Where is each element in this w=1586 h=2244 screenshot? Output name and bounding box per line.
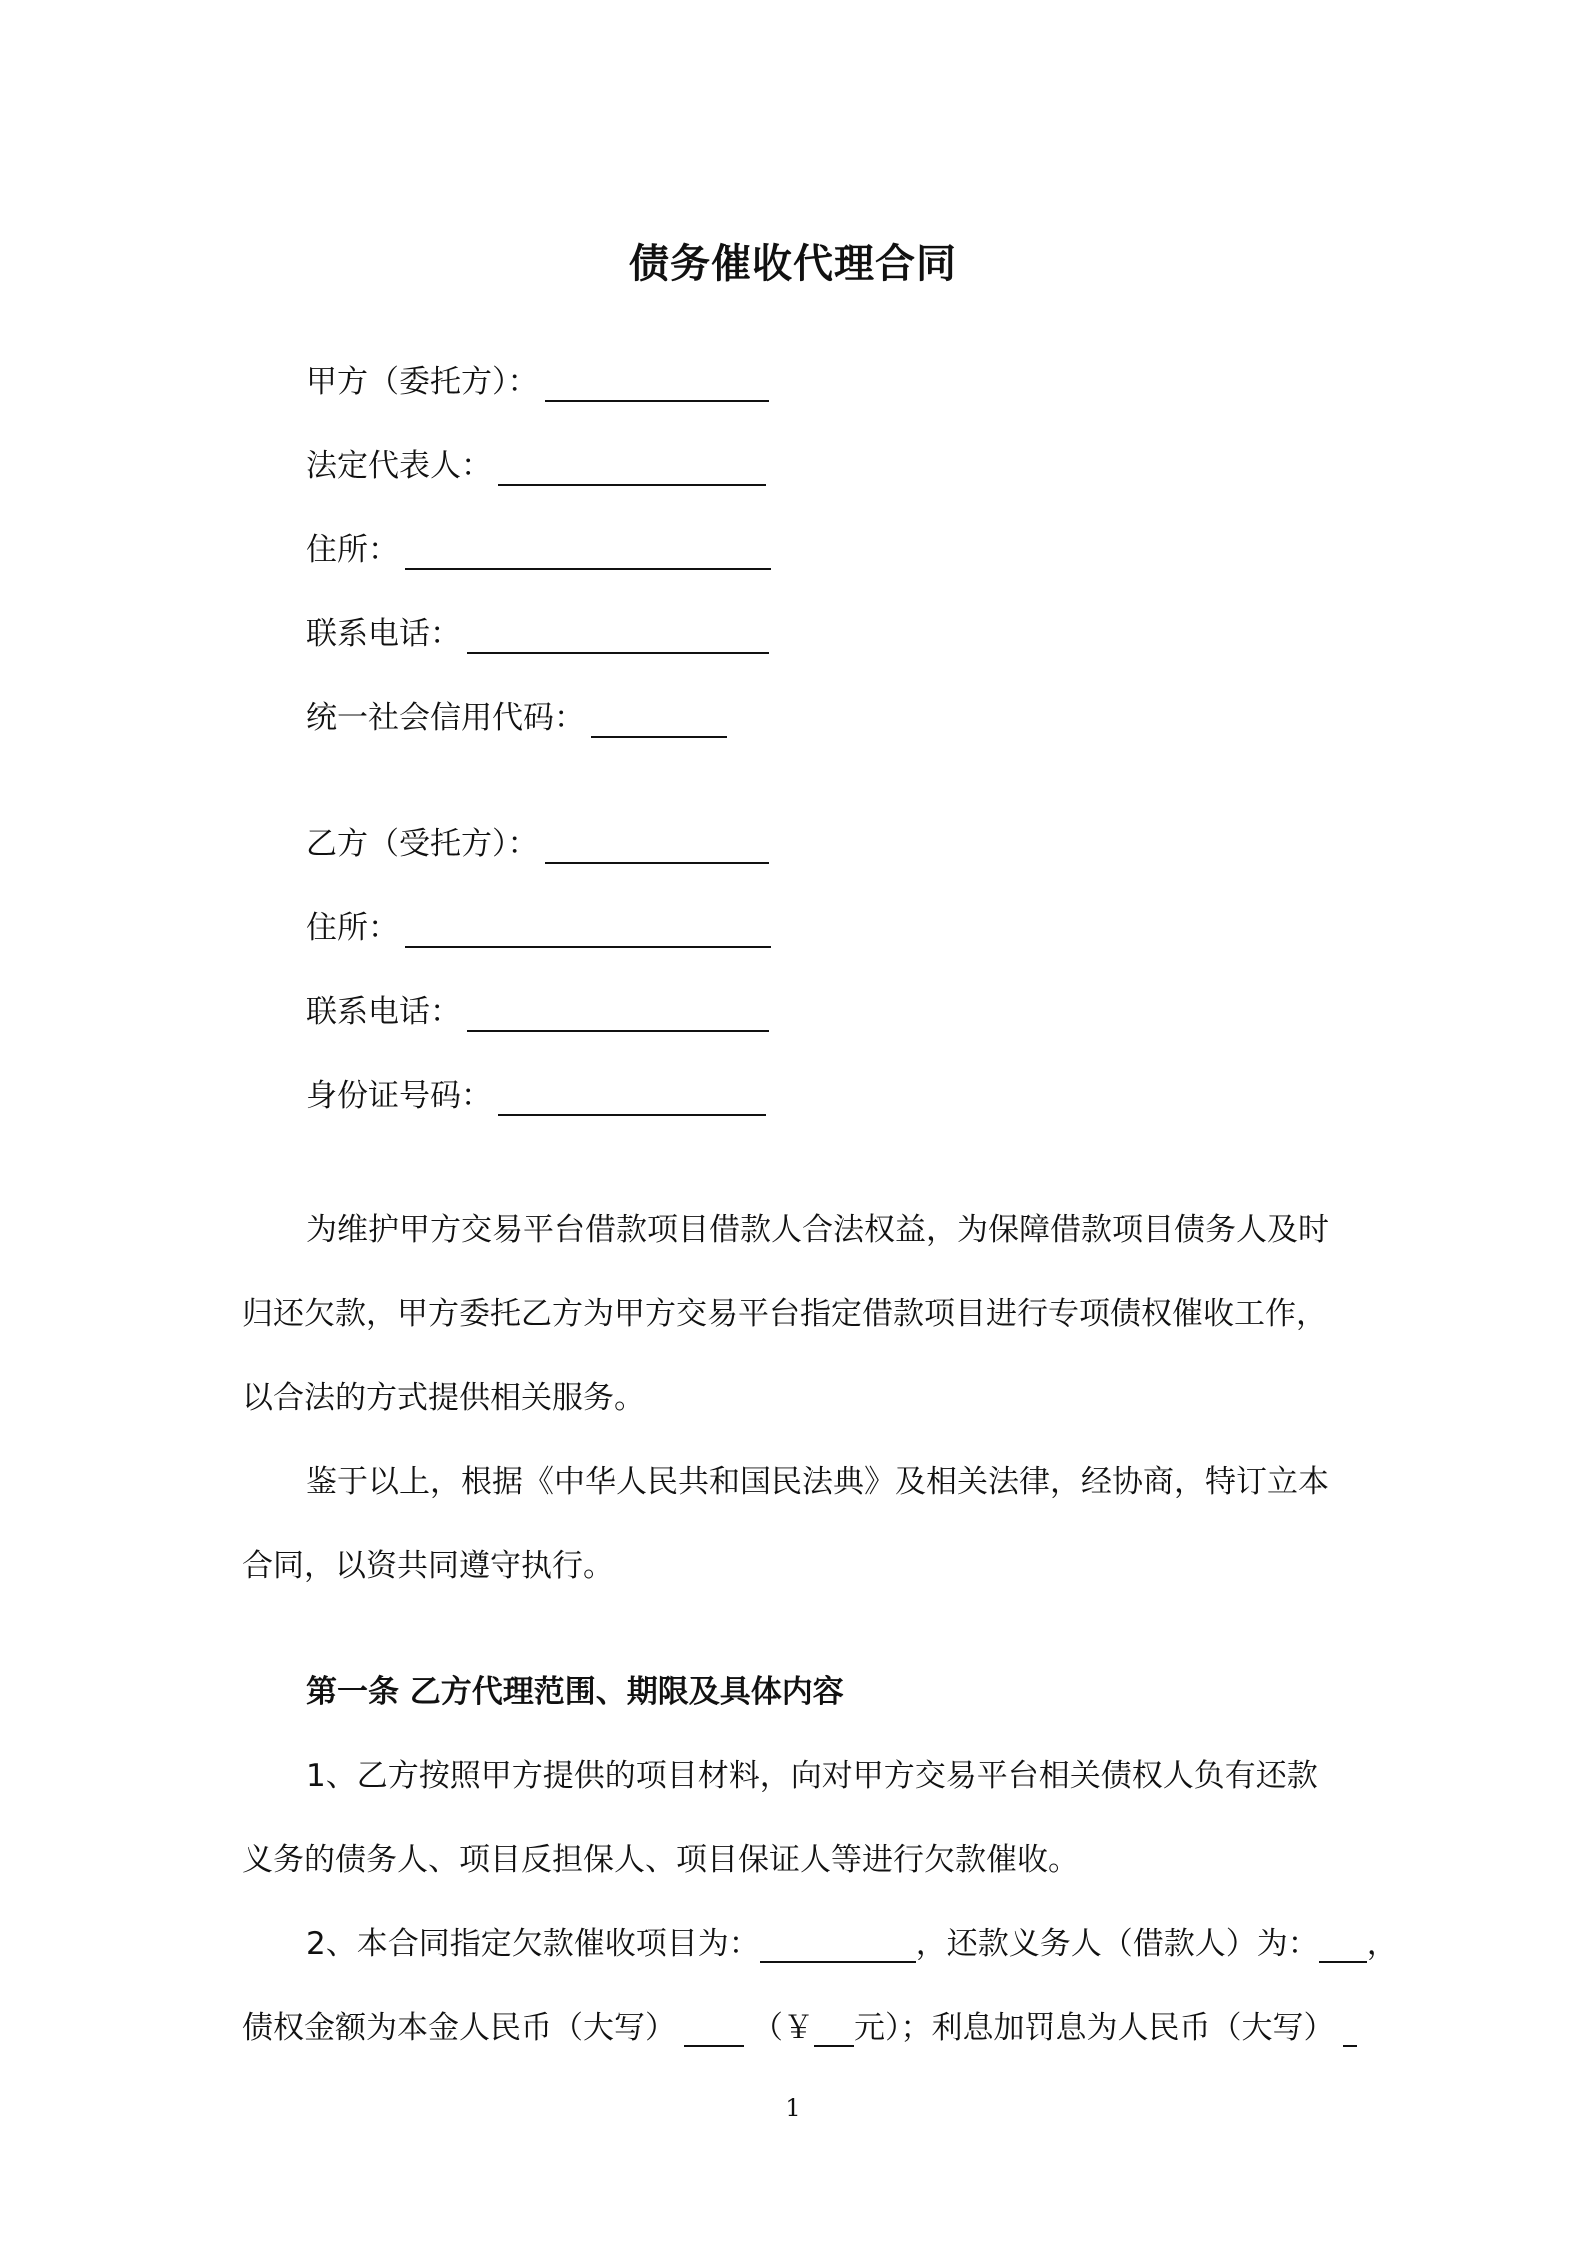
- interest-blank[interactable]: [1343, 2015, 1357, 2047]
- interest-label: 元）；利息加罚息为人民币（大写）: [854, 2010, 1335, 2046]
- preamble-line-3: 以合法的方式提供相关服务。: [242, 1380, 645, 1416]
- preamble-line-4: 鉴于以上，根据《中华人民共和国民法典》及相关法律，经协商，特订立本: [306, 1464, 1329, 1500]
- party-a-field: [306, 362, 769, 402]
- party-a-rep-field: [306, 446, 766, 486]
- debtor-blank[interactable]: [1319, 1931, 1367, 1963]
- article-1-item-1-line-1: 1、乙方按照甲方提供的项目材料，向对甲方交易平台相关债权人负有还款: [306, 1758, 1318, 1794]
- party-a-blank[interactable]: [545, 366, 769, 402]
- party-b-id-label: 身份证号码：: [306, 1078, 492, 1114]
- party-a-phone-field: [306, 614, 769, 654]
- party-a-credit-code-blank[interactable]: [591, 702, 727, 738]
- party-b-phone-blank[interactable]: [467, 996, 769, 1032]
- party-b-field: [306, 824, 769, 864]
- preamble-line-2: 归还欠款，甲方委托乙方为甲方交易平台指定借款项目进行专项债权催收工作，: [242, 1296, 1327, 1332]
- party-a-address-label: 住所：: [306, 532, 399, 568]
- project-blank[interactable]: [760, 1931, 916, 1963]
- page-number: 1: [785, 2094, 801, 2122]
- preamble-line-5: 合同，以资共同遵守执行。: [242, 1548, 614, 1584]
- party-b-label: 乙方（受托方）：: [306, 826, 539, 862]
- principal-label: 债权金额为本金人民币（大写）: [242, 2010, 676, 2046]
- party-a-rep-label: 法定代表人：: [306, 448, 492, 484]
- party-b-phone-label: 联系电话：: [306, 994, 461, 1030]
- article-1-heading: 第一条 乙方代理范围、期限及具体内容: [306, 1674, 844, 1710]
- principal-words-blank[interactable]: [684, 2015, 744, 2047]
- party-a-phone-blank[interactable]: [467, 618, 769, 654]
- yuan-symbol-text: （￥: [752, 2010, 814, 2046]
- article-1-item-2-line-1: [306, 1918, 1398, 1963]
- party-b-phone-field: [306, 992, 769, 1032]
- debtor-label: ，还款义务人（借款人）为：: [915, 1926, 1319, 1962]
- party-b-address-blank[interactable]: [405, 912, 771, 948]
- project-label: 2、本合同指定欠款催收项目为：: [306, 1926, 760, 1962]
- preamble-line-1: 为维护甲方交易平台借款项目借款人合法权益，为保障借款项目债务人及时: [306, 1212, 1329, 1248]
- party-a-rep-blank[interactable]: [498, 450, 766, 486]
- party-a-label: 甲方（委托方）：: [306, 364, 539, 400]
- party-b-id-field: [306, 1076, 766, 1116]
- article-1-item-1-line-2: 义务的债务人、项目反担保人、项目保证人等进行欠款催收。: [242, 1842, 1079, 1878]
- party-a-phone-label: 联系电话：: [306, 616, 461, 652]
- article-1-item-2-line-2: [242, 2002, 1357, 2047]
- party-a-address-blank[interactable]: [405, 534, 771, 570]
- party-b-address-label: 住所：: [306, 910, 399, 946]
- party-b-blank[interactable]: [545, 828, 769, 864]
- principal-digits-blank[interactable]: [814, 2015, 854, 2047]
- comma-text: ，: [1366, 1926, 1398, 1962]
- party-b-id-blank[interactable]: [498, 1080, 766, 1116]
- party-a-credit-code-field: [306, 698, 727, 738]
- document-title: 债务催收代理合同: [629, 241, 957, 287]
- party-b-address-field: [306, 908, 771, 948]
- party-a-address-field: [306, 530, 771, 570]
- party-a-credit-code-label: 统一社会信用代码：: [306, 700, 585, 736]
